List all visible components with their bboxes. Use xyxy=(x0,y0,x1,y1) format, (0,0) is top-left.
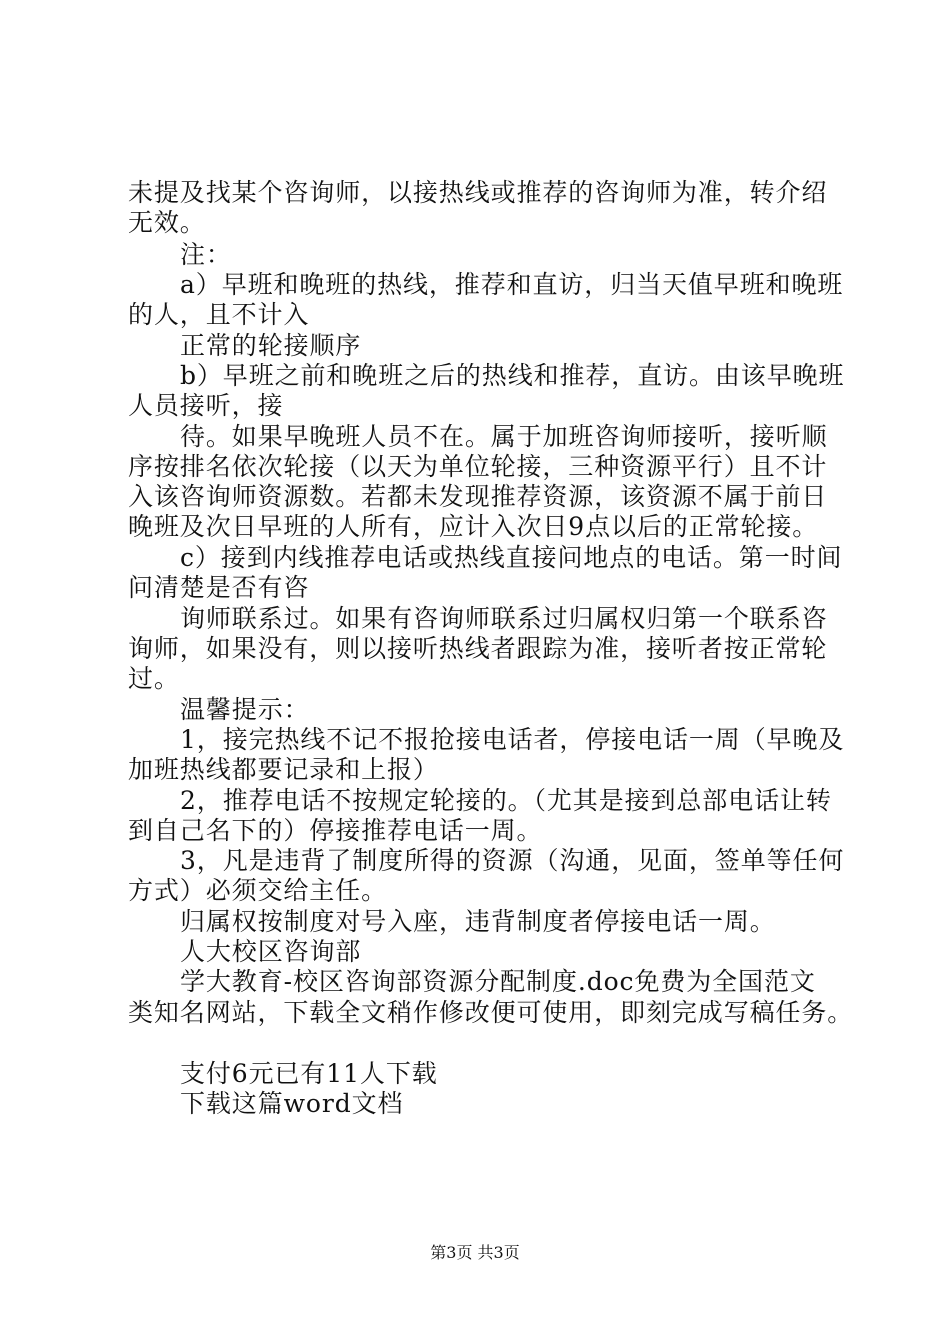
note-heading: 注： xyxy=(180,240,232,269)
text-line: 到自己名下的）停接推荐电话一周。 xyxy=(128,816,543,845)
text-line: 入该咨询师资源数。若都未发现推荐资源，该资源不属于前日 xyxy=(128,482,828,511)
text-line: 3，凡是违背了制度所得的资源（沟通，见面，签单等任何 xyxy=(180,846,845,875)
text-line: 问清楚是否有咨 xyxy=(128,573,310,602)
text-line: 正常的轮接顺序 xyxy=(180,331,362,360)
text-line: 类知名网站，下载全文稍作修改便可使用，即刻完成写稿任务。 xyxy=(128,998,854,1027)
text-line: 无效。 xyxy=(128,208,206,237)
text-line: 晚班及次日早班的人所有，应计入次日9点以后的正常轮接。 xyxy=(128,512,819,541)
payment-info: 支付6元已有11人下载 xyxy=(180,1059,438,1088)
text-line: 2，推荐电话不按规定轮接的。（尤其是接到总部电话让转 xyxy=(180,786,832,815)
text-line: 序按排名依次轮接（以天为单位轮接，三种资源平行）且不计 xyxy=(128,452,828,481)
text-line: a）早班和晚班的热线，推荐和直访，归当天值早班和晚班 xyxy=(180,270,844,299)
text-line: 人员接听，接 xyxy=(128,391,284,420)
text-line: c）接到内线推荐电话或热线直接问地点的电话。第一时间 xyxy=(180,543,843,572)
text-line: 方式）必须交给主任。 xyxy=(128,876,388,905)
text-line: 询师联系过。如果有咨询师联系过归属权归第一个联系咨 xyxy=(180,604,828,633)
text-line: b）早班之前和晚班之后的热线和推荐，直访。由该早晚班 xyxy=(180,361,845,390)
text-line: 过。 xyxy=(128,664,180,693)
text-line: 学大教育-校区咨询部资源分配制度.doc免费为全国范文 xyxy=(180,967,816,996)
text-line: 1，接完热线不记不报抢接电话者，停接电话一周（早晚及 xyxy=(180,725,845,754)
text-line: 的人，且不计入 xyxy=(128,300,310,329)
text-line: 待。如果早晚班人员不在。属于加班咨询师接听，接听顺 xyxy=(180,422,828,451)
text-line: 加班热线都要记录和上报） xyxy=(128,755,439,784)
text-line: 未提及找某个咨询师，以接热线或推荐的咨询师为准，转介绍 xyxy=(128,178,828,207)
text-line: 询师，如果没有，则以接听热线者跟踪为准，接听者按正常轮 xyxy=(128,634,828,663)
page-number-footer: 第3页 共3页 xyxy=(430,1243,520,1262)
text-line: 归属权按制度对号入座，违背制度者停接电话一周。 xyxy=(180,907,776,936)
download-link[interactable]: 下载这篇word文档 xyxy=(180,1089,404,1118)
tips-heading: 温馨提示： xyxy=(180,695,310,724)
department-name: 人大校区咨询部 xyxy=(180,937,362,966)
